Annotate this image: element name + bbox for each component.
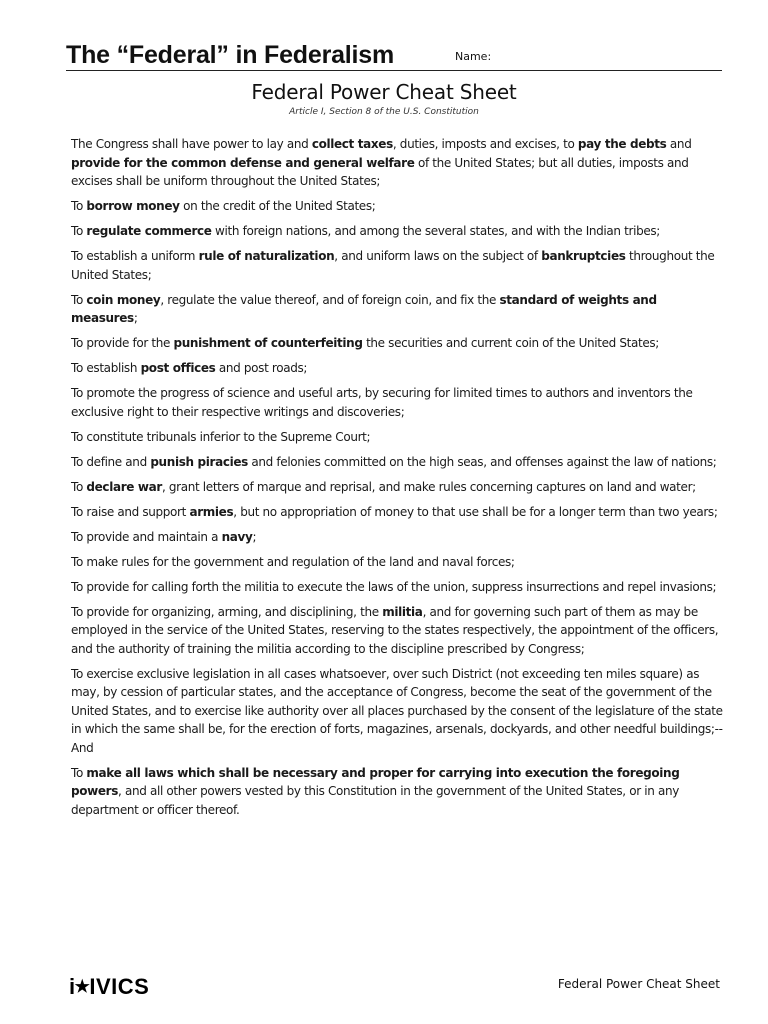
clause-paragraph xyxy=(71,135,723,191)
clause-text: on the credit of the United States; xyxy=(179,199,376,213)
clause-text: To define and xyxy=(71,454,151,469)
clause-paragraph xyxy=(71,222,723,241)
clause-text: , duties, imposts and excises, to xyxy=(392,137,578,151)
logo-wordmark: IVICS xyxy=(89,974,150,999)
clause-paragraph xyxy=(71,359,723,378)
clause-text: ; xyxy=(252,529,257,544)
power-keyword: pay the debts xyxy=(577,137,667,151)
clause-paragraph xyxy=(71,291,723,328)
clause-text: To constitute tribunals inferior to the Supreme Court; xyxy=(71,429,371,444)
power-keyword: navy xyxy=(221,529,253,544)
clause-text: To xyxy=(71,765,87,780)
clause-text: and post roads; xyxy=(215,361,308,375)
power-keyword: declare war xyxy=(86,479,162,494)
power-keyword: borrow money xyxy=(86,199,180,213)
power-keyword: militia xyxy=(382,604,423,619)
clause-paragraph xyxy=(71,334,723,353)
power-keyword: post offices xyxy=(140,361,216,375)
clause-text: To xyxy=(71,224,87,238)
clause-text: To xyxy=(71,292,87,307)
clause-text: To make rules for the government and regulation of the land and naval forces; xyxy=(71,554,515,569)
power-keyword: regulate commerce xyxy=(86,224,212,238)
clause-text: To establish xyxy=(71,361,141,375)
power-keyword: coin money xyxy=(86,292,161,307)
page-title: The “Federal” in Federalism xyxy=(66,41,395,69)
clause-paragraph xyxy=(71,578,723,597)
clause-text: To xyxy=(71,479,87,494)
clause-paragraph xyxy=(71,603,723,659)
clause-paragraph xyxy=(71,528,723,547)
clause-paragraph xyxy=(71,197,723,216)
clause-paragraph xyxy=(71,503,723,522)
sheet-subtitle: Article I, Section 8 of the U.S. Constitution xyxy=(289,107,479,117)
clause-paragraph xyxy=(71,247,723,284)
clause-paragraph xyxy=(71,428,723,447)
name-label: Name: xyxy=(455,50,492,63)
power-keyword: rule of naturalization xyxy=(198,249,335,263)
sheet-title: Federal Power Cheat Sheet xyxy=(251,80,517,104)
clause-text: To establish a uniform xyxy=(71,249,199,263)
clause-paragraph xyxy=(71,384,723,421)
clause-text: with foreign nations, and among the several states, and with the Indian tribes; xyxy=(211,224,660,238)
clause-text: To xyxy=(71,199,87,213)
power-keyword: punish piracies xyxy=(150,454,248,469)
clause-text: , but no appropriation of money to that use shall be for a longer term than two years; xyxy=(233,504,718,519)
star-icon: ★ xyxy=(74,977,91,996)
clause-text: and xyxy=(666,137,692,151)
footer-title: Federal Power Cheat Sheet xyxy=(557,977,720,991)
clause-text: To promote the progress of science and useful arts, by securing for limited times to authors and inventors the exclusive right to their respective writings and discoveries; xyxy=(71,386,693,419)
clause-text: To raise and support xyxy=(71,504,190,519)
clause-text: To exercise exclusive legislation in all cases whatsoever, over such District (not exceeding ten miles square) as may, by cession of particular states, and the acceptance of Congress, become the seat of the government of the United States, and to exercise like authority over all places purchased by the consent of the legislature of the state in which the same shall be, for the erection of forts, magazines, arsenals, dockyards, and other needful buildings;--And xyxy=(71,666,723,755)
clause-text: The Congress shall have power to lay and xyxy=(71,137,312,151)
clause-text: To provide for organizing, arming, and disciplining, the xyxy=(71,604,383,619)
clause-text: To provide for calling forth the militia to execute the laws of the union, suppress insurrections and repel invasions; xyxy=(71,579,717,594)
clause-text: , grant letters of marque and reprisal, and make rules concerning captures on land and water; xyxy=(161,479,696,494)
power-keyword: bankruptcies xyxy=(541,249,626,263)
clause-text: , and for governing such part of them as may be employed in the service of the United States, reserving to the states respectively, the appointment of the officers, and the authority of training the militia according to the discipline prescribed by Congress; xyxy=(71,604,719,656)
clause-paragraph xyxy=(71,665,723,758)
powers-list xyxy=(71,135,723,826)
clause-text: of the United States; but all duties, imposts and excises shall be uniform throughout the United States; xyxy=(71,155,689,188)
power-keyword: make all laws which shall be necessary and proper for carrying into execution the foregoing powers xyxy=(71,765,680,798)
clause-text: , regulate the value thereof, and of foreign coin, and fix the xyxy=(160,292,500,307)
clause-paragraph xyxy=(71,553,723,572)
clause-text: the securities and current coin of the United States; xyxy=(362,336,660,350)
clause-text: To provide for the xyxy=(71,336,174,350)
clause-text: throughout the United States; xyxy=(71,249,715,282)
clause-text: To provide and maintain a xyxy=(71,529,222,544)
clause-text: and felonies committed on the high seas, and offenses against the law of nations; xyxy=(247,454,717,469)
logo-letter-i: i xyxy=(69,974,76,999)
clause-paragraph xyxy=(71,764,723,820)
power-keyword: collect taxes xyxy=(311,137,393,151)
clause-text: ; xyxy=(133,311,138,325)
power-keyword: standard of weights and measures xyxy=(71,292,657,325)
clause-paragraph xyxy=(71,478,723,497)
icivics-logo xyxy=(69,975,149,999)
power-keyword: armies xyxy=(189,504,234,519)
clause-text: , and all other powers vested by this Constitution in the government of the United States, or in any department or officer thereof. xyxy=(71,784,679,817)
power-keyword: punishment of counterfeiting xyxy=(173,336,363,350)
clause-text: , and uniform laws on the subject of xyxy=(334,249,542,263)
page-header xyxy=(66,40,722,71)
power-keyword: provide for the common defense and general welfare xyxy=(71,155,415,170)
clause-paragraph xyxy=(71,453,723,472)
